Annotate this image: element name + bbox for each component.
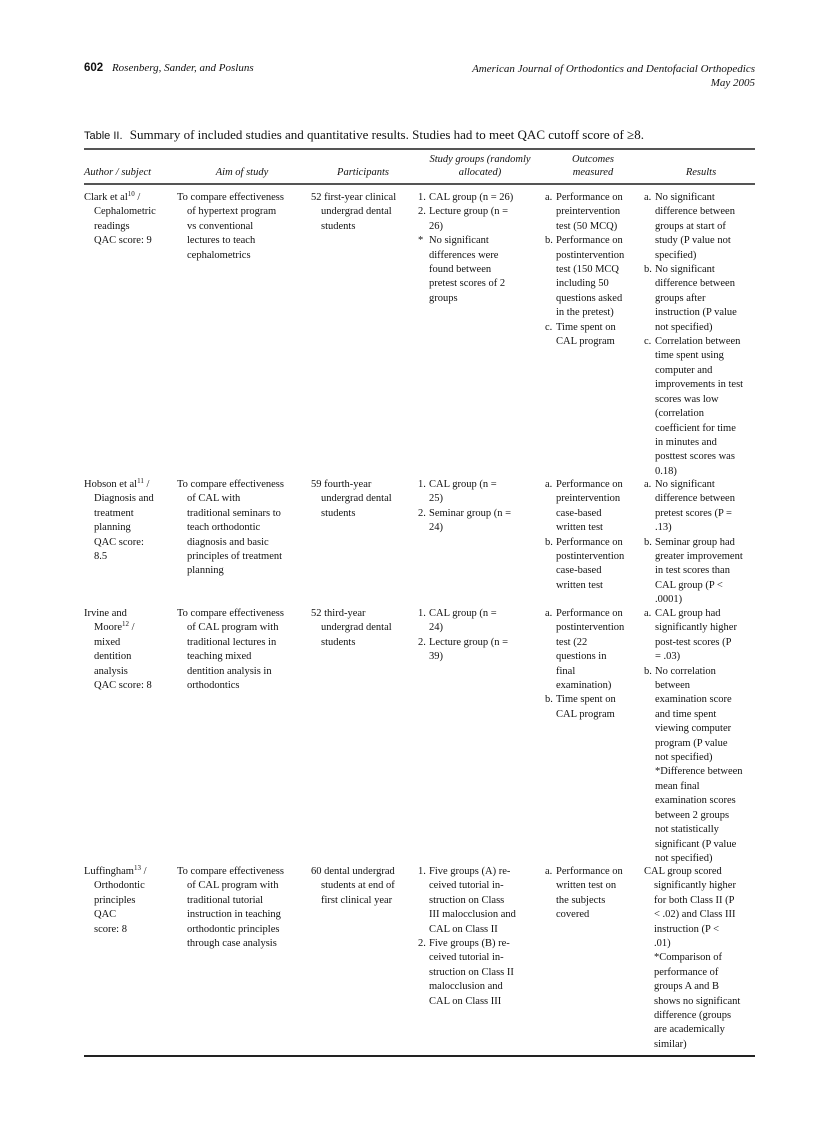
- cell-author: [84, 478, 154, 564]
- text-line: undergrad dental: [321, 622, 392, 634]
- text-line: Performance on: [556, 192, 623, 203]
- item-marker: b.: [644, 264, 652, 276]
- text-line: analysis: [94, 665, 128, 677]
- text-line: examination): [556, 680, 612, 692]
- text-line: *Comparison of: [654, 952, 722, 964]
- text-line: test (50 MCQ): [556, 220, 618, 232]
- cell-participants: [311, 191, 396, 234]
- text-line: struction on Class II: [429, 966, 514, 978]
- text-line: = .03): [655, 651, 681, 663]
- text-line: differences were: [429, 249, 499, 261]
- text-line: not specified): [655, 321, 713, 333]
- text-line: lectures to teach: [187, 235, 256, 247]
- text-line: 24): [429, 622, 443, 634]
- text-line: malocclusion and: [429, 981, 503, 993]
- cell-outcomes: [545, 478, 624, 593]
- text-line: Performance on: [556, 536, 623, 548]
- text-line: groups after: [655, 292, 706, 304]
- text-line: of CAL program with: [187, 880, 279, 892]
- reference-number: 12: [122, 620, 129, 629]
- cell-author: [84, 865, 147, 937]
- item-marker: *: [418, 235, 424, 247]
- text-line: Lecture group (n =: [429, 206, 509, 218]
- author-name: Moore: [94, 622, 122, 634]
- item-marker: 1.: [418, 192, 426, 203]
- text-line: Performance on: [556, 866, 623, 877]
- text-line: 0.18): [655, 465, 677, 477]
- table-bottom-rule: [84, 1055, 755, 1057]
- text-line: found between: [429, 264, 492, 276]
- text-line: Five groups (A) re-: [429, 866, 511, 877]
- text-line: difference between: [655, 493, 735, 505]
- item-marker: c.: [545, 321, 553, 333]
- text-line: score: 8: [94, 923, 127, 935]
- text-line: CAL group (n =: [429, 608, 497, 619]
- text-line: instruction in teaching: [187, 909, 281, 921]
- text-line: examination scores: [655, 795, 736, 807]
- text-line: No significant: [429, 235, 489, 247]
- text-line: Seminar group had: [655, 536, 735, 548]
- text-line: significant (P value: [655, 838, 737, 850]
- cell-aim: [177, 865, 284, 951]
- text-line: No significant: [655, 192, 715, 203]
- text-line: greater improvement: [655, 551, 743, 563]
- text-line: teach orthodontic: [187, 522, 261, 534]
- text-line: 59 fourth-year: [311, 479, 372, 490]
- cell-participants: [311, 865, 395, 908]
- text-line: case-based: [556, 565, 602, 577]
- text-line: planning: [94, 522, 131, 534]
- text-line: 52 first-year clinical: [311, 192, 397, 203]
- groups-item: [418, 865, 516, 937]
- table-label: Table II.: [84, 130, 123, 142]
- outcomes-item: [545, 191, 624, 234]
- participants-item: [311, 191, 396, 234]
- text-line: program (P value: [655, 737, 728, 749]
- text-line: No correlation: [655, 665, 716, 677]
- text-line: of CAL program with: [187, 622, 279, 634]
- text-line: No significant: [655, 264, 715, 276]
- participants-item: [311, 865, 395, 908]
- text-line: principles: [94, 894, 136, 906]
- text-line: CAL group had: [655, 608, 721, 619]
- cell-participants: [311, 478, 392, 521]
- author-item: [84, 191, 156, 249]
- text-line: No significant: [655, 479, 715, 490]
- text-line: instruction (P value: [655, 307, 737, 319]
- text-line: are academically: [654, 1024, 725, 1036]
- text-line: first clinical year: [321, 894, 393, 906]
- text-line: study (P value not: [655, 235, 731, 247]
- text-line: 26): [429, 220, 443, 232]
- text-line: CAL on Class III: [429, 995, 502, 1007]
- text-line: not statistically: [655, 824, 719, 836]
- cell-author: [84, 191, 156, 249]
- text-line: not specified): [655, 752, 713, 764]
- text-line: final: [556, 665, 576, 677]
- text-line: similar): [654, 1038, 687, 1050]
- column-header-results: [644, 166, 758, 179]
- text-line: dentition: [94, 651, 132, 663]
- cell-results: [644, 191, 743, 479]
- text-line: shows no significant: [654, 995, 741, 1007]
- text-line: coefficient for time: [655, 422, 736, 434]
- table-header-rule: [84, 183, 755, 185]
- column-header-line: Outcomes: [572, 154, 614, 165]
- text-line: readings: [94, 220, 130, 232]
- results-item: [644, 335, 743, 479]
- text-line: To compare effectiveness: [177, 608, 284, 619]
- text-line: Irvine and: [84, 608, 127, 619]
- item-marker: b.: [545, 235, 553, 247]
- text-line: groups at start of: [655, 220, 726, 232]
- text-line: in minutes and: [655, 436, 717, 448]
- author-separator: /: [143, 479, 150, 490]
- item-marker: 2.: [418, 636, 426, 648]
- column-header-line: Study groups (randomly: [429, 154, 531, 165]
- item-marker: a.: [545, 479, 553, 490]
- outcomes-item: [545, 234, 624, 320]
- text-line: instruction (P <: [654, 923, 720, 935]
- text-line: orthodontics: [187, 680, 240, 692]
- text-line: traditional seminars to: [187, 507, 281, 519]
- text-line: Time spent on: [556, 321, 616, 333]
- text-line: teaching mixed: [187, 651, 252, 663]
- cell-aim: [177, 478, 284, 579]
- text-line: and time spent: [655, 708, 717, 720]
- text-line: CAL program: [556, 336, 615, 348]
- text-line: including 50: [556, 278, 609, 290]
- column-header-participants: [311, 166, 415, 179]
- text-line: Cephalometric: [94, 206, 156, 218]
- text-line: through case analysis: [187, 938, 277, 950]
- column-header-line: measured: [572, 167, 614, 178]
- results-item: [644, 536, 743, 608]
- text-line: undergrad dental: [321, 493, 392, 505]
- column-header-line: Author / subject: [84, 167, 152, 178]
- text-line: mean final: [655, 780, 700, 792]
- item-marker: 2.: [418, 938, 426, 950]
- cell-outcomes: [545, 191, 624, 349]
- text-line: struction on Class: [429, 894, 505, 906]
- text-line: QAC: [94, 909, 117, 921]
- text-line: QAC score: 9: [94, 235, 152, 247]
- author-separator: /: [134, 192, 141, 203]
- text-line: Lecture group (n =: [429, 636, 509, 648]
- text-line: orthodontic principles: [187, 923, 280, 935]
- aim-item: [177, 191, 284, 263]
- author-name: Hobson et al: [84, 479, 138, 490]
- text-line: .01): [654, 938, 671, 950]
- author-item: [84, 865, 147, 937]
- cell-results: [644, 865, 740, 1052]
- cell-groups: [418, 191, 513, 306]
- text-line: significantly higher: [654, 880, 736, 892]
- column-header-groups: [418, 153, 542, 179]
- groups-item: [418, 636, 508, 665]
- results-item: [644, 263, 743, 335]
- text-line: written test: [556, 579, 603, 591]
- text-line: between 2 groups: [655, 809, 730, 821]
- text-line: pretest scores (P =: [655, 507, 732, 519]
- text-line: CAL program: [556, 708, 615, 720]
- item-marker: c.: [644, 336, 652, 348]
- cell-aim: [177, 191, 284, 263]
- groups-item: [418, 507, 511, 536]
- text-line: Time spent on: [556, 694, 616, 706]
- text-line: performance of: [654, 966, 719, 978]
- text-line: To compare effectiveness: [177, 866, 284, 877]
- text-line: time spent using: [655, 350, 724, 362]
- text-line: To compare effectiveness: [177, 479, 284, 490]
- column-header-line: Participants: [337, 167, 389, 178]
- text-line: written test on: [556, 880, 617, 892]
- text-line: III malocclusion and: [429, 909, 516, 921]
- running-head: [84, 62, 755, 89]
- text-line: of hypertext program: [187, 206, 277, 218]
- cell-author: [84, 607, 152, 693]
- reference-number: 11: [137, 477, 144, 485]
- text-line: To compare effectiveness: [177, 192, 284, 203]
- text-line: difference (groups: [654, 1010, 732, 1022]
- text-line: [84, 865, 147, 879]
- reference-number: 13: [133, 864, 141, 872]
- groups-item: [418, 191, 513, 205]
- results-item: [644, 478, 743, 536]
- item-marker: a.: [644, 608, 652, 619]
- text-line: test (150 MCQ: [556, 264, 619, 276]
- text-line: groups A and B: [654, 981, 720, 993]
- outcomes-item: [545, 478, 624, 536]
- results-item: [644, 865, 740, 1052]
- text-line: 52 third-year: [311, 608, 366, 619]
- text-line: CAL group (n =: [429, 479, 497, 490]
- text-line: posttest scores was: [655, 451, 735, 463]
- text-line: students: [321, 636, 356, 648]
- text-line: ceived tutorial in-: [429, 952, 504, 964]
- text-line: QAC score: 8: [94, 680, 152, 692]
- text-line: not specified): [655, 852, 713, 864]
- text-line: significantly higher: [655, 622, 737, 634]
- text-line: between: [655, 680, 690, 692]
- text-line: in test scores than: [655, 565, 730, 577]
- aim-item: [177, 478, 284, 579]
- item-marker: 2.: [418, 507, 426, 519]
- text-line: 8.5: [94, 551, 108, 563]
- text-line: scores was low: [655, 393, 719, 405]
- participants-item: [311, 607, 392, 650]
- text-line: < .02) and Class III: [654, 909, 736, 921]
- aim-item: [177, 865, 284, 951]
- text-line: *Difference between: [655, 766, 743, 778]
- page-number: 602: [84, 62, 104, 74]
- outcomes-item: [545, 607, 624, 693]
- item-marker: 1.: [418, 479, 426, 490]
- journal-title: American Journal of Orthodontics and Dentofacial Orthopedics: [472, 63, 755, 75]
- item-marker: b.: [545, 536, 553, 548]
- column-header-line: allocated): [458, 167, 502, 178]
- groups-item: [418, 607, 508, 636]
- cell-results: [644, 607, 743, 866]
- item-marker: a.: [644, 479, 652, 490]
- text-line: [84, 478, 154, 492]
- text-line: .0001): [655, 594, 683, 606]
- column-header-line: Aim of study: [215, 167, 269, 178]
- text-line: vs conventional: [187, 220, 254, 232]
- text-line: diagnosis and basic: [187, 536, 269, 548]
- text-line: postintervention: [556, 249, 625, 261]
- text-line: test (22: [556, 636, 588, 648]
- text-line: pretest scores of 2: [429, 278, 506, 290]
- results-item: [644, 665, 743, 867]
- text-line: case-based: [556, 507, 602, 519]
- text-line: QAC score:: [94, 536, 144, 548]
- cell-results: [644, 478, 743, 608]
- author-name: Clark et al: [84, 192, 128, 203]
- text-line: Diagnosis and: [94, 493, 154, 505]
- author-item: [84, 607, 152, 693]
- outcomes-item: [545, 865, 623, 923]
- text-line: improvements in test: [655, 379, 744, 391]
- text-line: CAL group scored: [644, 866, 722, 877]
- text-line: questions in: [556, 651, 607, 663]
- item-marker: 1.: [418, 866, 426, 877]
- groups-item: [418, 937, 516, 1009]
- text-line: Performance on: [556, 235, 623, 247]
- journal-date: May 2005: [710, 77, 755, 89]
- text-line: traditional tutorial: [187, 894, 264, 906]
- groups-item: [418, 205, 513, 234]
- item-marker: a.: [545, 192, 553, 203]
- groups-item: [418, 234, 513, 306]
- text-line: CAL on Class II: [429, 923, 498, 935]
- text-line: groups: [429, 292, 458, 304]
- text-line: Five groups (B) re-: [429, 938, 510, 950]
- author-name: Luffingham: [84, 866, 134, 877]
- outcomes-item: [545, 536, 624, 594]
- cell-outcomes: [545, 607, 624, 722]
- text-line: viewing computer: [655, 723, 732, 735]
- text-line: students: [321, 507, 356, 519]
- column-header-outcomes: [545, 153, 641, 179]
- text-line: traditional lectures in: [187, 636, 277, 648]
- table-top-rule: [84, 148, 755, 150]
- outcomes-item: [545, 693, 624, 722]
- text-line: ceived tutorial in-: [429, 880, 504, 892]
- text-line: in the pretest): [556, 307, 614, 319]
- text-line: Seminar group (n =: [429, 507, 512, 519]
- text-line: CAL group (n = 26): [429, 192, 514, 203]
- text-line: 39): [429, 651, 443, 663]
- text-line: students at end of: [321, 880, 395, 892]
- text-line: Performance on: [556, 608, 623, 619]
- text-line: difference between: [655, 206, 735, 218]
- text-line: undergrad dental: [321, 206, 392, 218]
- text-line: planning: [187, 565, 224, 577]
- author-separator: /: [140, 866, 147, 877]
- reference-number: 10: [127, 190, 135, 198]
- text-line: preintervention: [556, 206, 621, 218]
- text-line: 25): [429, 493, 443, 505]
- text-line: of CAL with: [187, 493, 241, 505]
- participants-item: [311, 478, 392, 521]
- item-marker: 1.: [418, 608, 426, 619]
- item-marker: 2.: [418, 206, 426, 218]
- cell-participants: [311, 607, 392, 650]
- item-marker: a.: [545, 608, 553, 619]
- table-caption-text: Summary of included studies and quantitative results. Studies had to meet QAC cutoff score of ≥8.: [129, 127, 644, 142]
- column-header-aim: [177, 166, 307, 179]
- column-header-line: Results: [685, 167, 717, 178]
- item-marker: b.: [644, 665, 652, 677]
- text-line: mixed: [94, 636, 121, 648]
- item-marker: b.: [545, 694, 553, 706]
- text-line: 60 dental undergrad: [311, 866, 395, 877]
- text-line: examination score: [655, 694, 732, 706]
- running-head-authors: Rosenberg, Sander, and Posluns: [111, 62, 254, 74]
- author-item: [84, 478, 154, 564]
- journal-info: [472, 62, 755, 90]
- item-marker: a.: [644, 192, 652, 203]
- text-line: students: [321, 220, 356, 232]
- text-line: postintervention: [556, 622, 625, 634]
- item-marker: a.: [545, 866, 553, 877]
- text-line: dentition analysis in: [187, 665, 272, 677]
- text-line: CAL group (P <: [655, 579, 723, 591]
- text-line: preintervention: [556, 493, 621, 505]
- text-line: Orthodontic: [94, 880, 145, 892]
- text-line: .13): [655, 522, 672, 534]
- cell-groups: [418, 607, 508, 665]
- text-line: for both Class II (P: [654, 894, 735, 906]
- text-line: [84, 191, 156, 205]
- text-line: written test: [556, 522, 603, 534]
- results-item: [644, 607, 743, 665]
- text-line: computer and: [655, 364, 713, 376]
- text-line: specified): [655, 249, 697, 261]
- table-caption: [84, 127, 644, 143]
- cell-aim: [177, 607, 284, 693]
- text-line: (correlation: [655, 408, 704, 420]
- text-line: 24): [429, 522, 443, 534]
- groups-item: [418, 478, 511, 507]
- text-line: Correlation between: [655, 336, 741, 348]
- cell-groups: [418, 865, 516, 1009]
- cell-outcomes: [545, 865, 623, 923]
- text-line: cephalometrics: [187, 249, 251, 261]
- text-line: postintervention: [556, 551, 625, 563]
- text-line: Performance on: [556, 479, 623, 490]
- results-item: [644, 191, 743, 263]
- cell-groups: [418, 478, 511, 536]
- outcomes-item: [545, 321, 624, 350]
- text-line: questions asked: [556, 292, 623, 304]
- author-separator: /: [129, 622, 135, 634]
- text-line: the subjects: [556, 894, 606, 906]
- text-line: covered: [556, 909, 590, 921]
- text-line: principles of treatment: [187, 551, 283, 563]
- text-line: [84, 621, 152, 635]
- text-line: treatment: [94, 507, 134, 519]
- text-line: post-test scores (P: [655, 636, 732, 648]
- aim-item: [177, 607, 284, 693]
- column-header-author: [84, 166, 174, 179]
- item-marker: b.: [644, 536, 652, 548]
- text-line: difference between: [655, 278, 735, 290]
